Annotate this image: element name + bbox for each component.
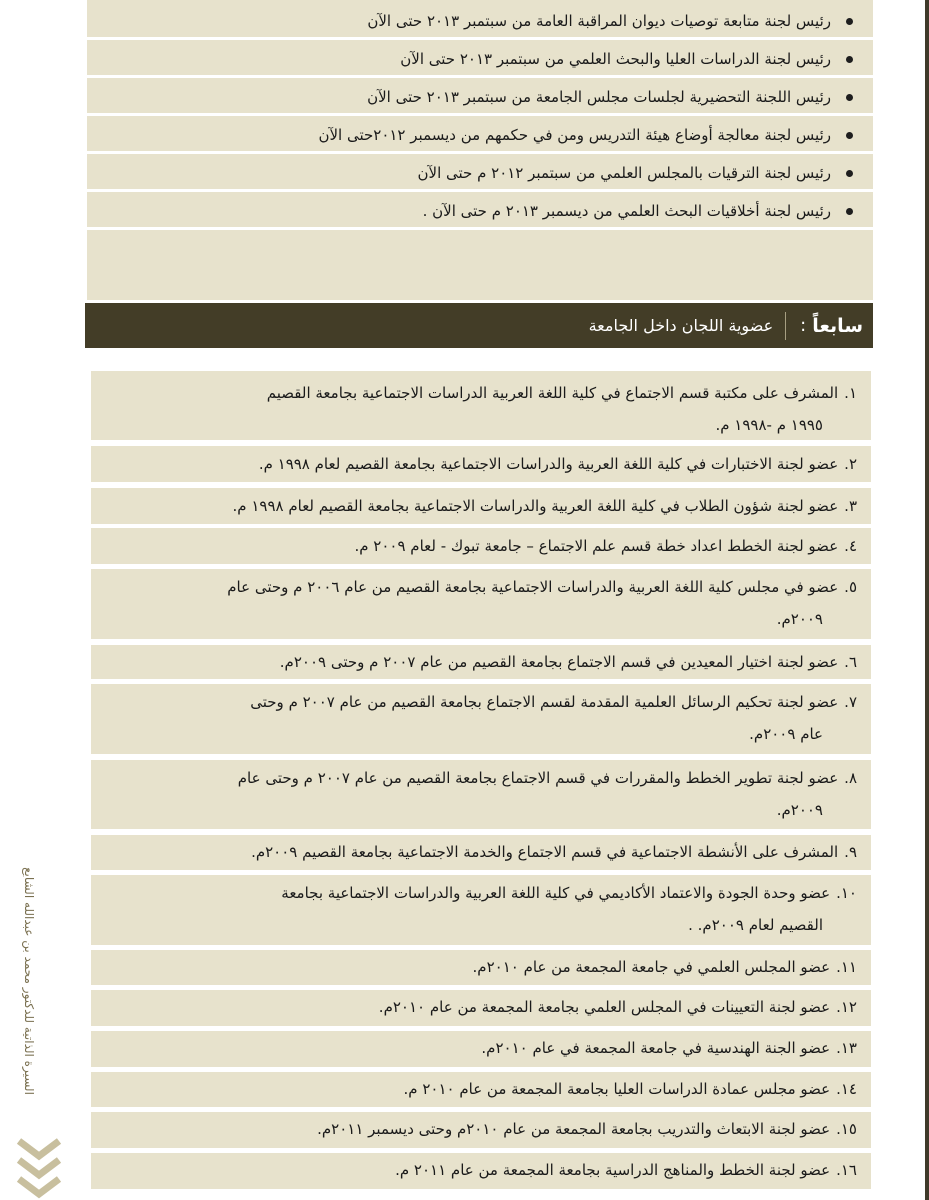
item-text: عضو لجنة الخطط اعداد خطة قسم علم الاجتماع – جامعة تبوك - لعام ٢٠٠٩ م. bbox=[354, 537, 839, 555]
bullet-list bbox=[87, 0, 873, 300]
bullet-text: رئيس لجنة معالجة أوضاع هيئة التدريس ومن في حكمهم من ديسمبر ٢٠١٢حتى الآن bbox=[318, 126, 831, 144]
bullet-text: رئيس لجنة الدراسات العليا والبحث العلمي من سبتمبر ٢٠١٣ حتى الآن bbox=[400, 50, 831, 68]
list-item bbox=[87, 81, 873, 116]
item-text: عضو مجلس عمادة الدراسات العليا بجامعة المجمعة من عام ٢٠١٠ م. bbox=[403, 1080, 831, 1098]
bullet-icon bbox=[846, 56, 853, 63]
item-text: عضو لجنة شؤون الطلاب في كلية اللغة العربية والدراسات الاجتماعية بجامعة القصيم لعام ١٩٩٨ م. bbox=[232, 497, 839, 515]
list-item bbox=[91, 1153, 871, 1189]
item-number: ١٥. bbox=[836, 1120, 857, 1138]
item-number: ٣. bbox=[844, 497, 857, 515]
item-text: عضو الجنة الهندسية في جامعة المجمعة في عام ٢٠١٠م. bbox=[481, 1039, 831, 1057]
item-number: ١٢. bbox=[836, 998, 857, 1016]
list-item bbox=[91, 488, 871, 524]
item-number: ٧. bbox=[844, 693, 857, 711]
list-item bbox=[91, 990, 871, 1026]
list-item bbox=[91, 835, 871, 870]
bullet-text: رئيس لجنة أخلاقيات البحث العلمي من ديسمبر ٢٠١٣ م حتى الآن . bbox=[422, 202, 831, 220]
item-number: ١١. bbox=[836, 958, 857, 976]
bullet-icon bbox=[846, 132, 853, 139]
list-item bbox=[91, 684, 871, 754]
item-text: المشرف على الأنشطة الاجتماعية في قسم الاجتماع والخدمة الاجتماعية بجامعة القصيم ٢٠٠٩م. bbox=[251, 843, 839, 861]
list-item bbox=[91, 875, 871, 945]
bullet-icon bbox=[846, 170, 853, 177]
list-item bbox=[91, 371, 871, 440]
bullet-icon bbox=[846, 94, 853, 101]
list-item bbox=[87, 5, 873, 40]
item-number: ٢. bbox=[844, 455, 857, 473]
list-item bbox=[91, 569, 871, 639]
item-text: عضو لجنة الابتعاث والتدريب بجامعة المجمعة من عام ٢٠١٠م وحتى ديسمبر ٢٠١١م. bbox=[317, 1120, 831, 1138]
item-continuation: القصيم لعام ٢٠٠٩م. . bbox=[688, 916, 823, 934]
chevron-down-icon bbox=[16, 1138, 62, 1200]
list-item bbox=[91, 1072, 871, 1107]
item-number: ١٠. bbox=[836, 884, 857, 902]
list-item bbox=[87, 43, 873, 78]
list-item bbox=[91, 760, 871, 829]
list-item bbox=[91, 1031, 871, 1067]
item-continuation: ١٩٩٥ م -١٩٩٨ م. bbox=[715, 416, 823, 434]
item-text: عضو المجلس العلمي في جامعة المجمعة من عام ٢٠١٠م. bbox=[472, 958, 831, 976]
item-text: عضو لجنة اختيار المعيدين في قسم الاجتماع بجامعة القصيم من عام ٢٠٠٧ م وحتى ٢٠٠٩م. bbox=[279, 653, 839, 671]
list-item bbox=[87, 119, 873, 154]
section-divider bbox=[785, 312, 786, 340]
item-number: ١. bbox=[844, 384, 857, 402]
sidebar-caption-text: السيرة الذاتية للدكتور محمد بن عبدالله الشايع bbox=[22, 867, 37, 1095]
item-number: ٩. bbox=[844, 843, 857, 861]
section-heading bbox=[85, 303, 873, 348]
sidebar-caption bbox=[4, 846, 54, 1116]
bullet-icon bbox=[846, 18, 853, 25]
item-text: عضو لجنة التعيينات في المجلس العلمي بجامعة المجمعة من عام ٢٠١٠م. bbox=[378, 998, 831, 1016]
section-title: عضوية اللجان داخل الجامعة bbox=[588, 316, 774, 335]
item-text: عضو لجنة الاختبارات في كلية اللغة العربية والدراسات الاجتماعية بجامعة القصيم لعام ١٩٩٨ م. bbox=[258, 455, 839, 473]
bullet-text: رئيس اللجنة التحضيرية لجلسات مجلس الجامعة من سبتمبر ٢٠١٣ حتى الآن bbox=[367, 88, 831, 106]
list-item bbox=[91, 950, 871, 985]
list-item bbox=[91, 645, 871, 679]
item-text: عضو لجنة تطوير الخطط والمقررات في قسم الاجتماع بجامعة القصيم من عام ٢٠٠٧ م وحتى عام bbox=[237, 769, 839, 787]
item-text: عضو لجنة تحكيم الرسائل العلمية المقدمة لقسم الاجتماع بجامعة القصيم من عام ٢٠٠٧ م وحتى bbox=[250, 693, 839, 711]
list-item bbox=[91, 446, 871, 482]
list-item bbox=[91, 528, 871, 564]
item-number: ١٣. bbox=[836, 1039, 857, 1057]
item-number: ٨. bbox=[844, 769, 857, 787]
item-number: ٤. bbox=[844, 537, 857, 555]
item-number: ٦. bbox=[844, 653, 857, 671]
list-item bbox=[87, 157, 873, 192]
bullet-icon bbox=[846, 208, 853, 215]
bullet-text: رئيس لجنة متابعة توصيات ديوان المراقبة العامة من سبتمبر ٢٠١٣ حتى الآن bbox=[367, 12, 831, 30]
list-item bbox=[87, 195, 873, 230]
item-text: المشرف على مكتبة قسم الاجتماع في كلية اللغة العربية الدراسات الاجتماعية بجامعة القصيم bbox=[266, 384, 839, 402]
list-item bbox=[91, 1112, 871, 1148]
item-continuation: ٢٠٠٩م. bbox=[776, 610, 823, 628]
item-continuation: عام ٢٠٠٩م. bbox=[749, 725, 823, 743]
section-number: سابعاً bbox=[812, 314, 863, 337]
item-text: عضو في مجلس كلية اللغة العربية والدراسات الاجتماعية بجامعة القصيم من عام ٢٠٠٦ م وحتى عام bbox=[227, 578, 839, 596]
item-text: عضو وحدة الجودة والاعتماد الأكاديمي في كلية اللغة العربية والدراسات الاجتماعية بجامعة bbox=[281, 884, 831, 902]
item-continuation: ٢٠٠٩م. bbox=[776, 801, 823, 819]
page-right-border bbox=[925, 0, 929, 1200]
item-text: عضو لجنة الخطط والمناهج الدراسية بجامعة المجمعة من عام ٢٠١١ م. bbox=[395, 1161, 831, 1179]
item-number: ١٦. bbox=[836, 1161, 857, 1179]
section-colon: : bbox=[800, 315, 807, 336]
bullet-text: رئيس لجنة الترقيات بالمجلس العلمي من سبتمبر ٢٠١٢ م حتى الآن bbox=[417, 164, 831, 182]
item-number: ١٤. bbox=[836, 1080, 857, 1098]
item-number: ٥. bbox=[844, 578, 857, 596]
